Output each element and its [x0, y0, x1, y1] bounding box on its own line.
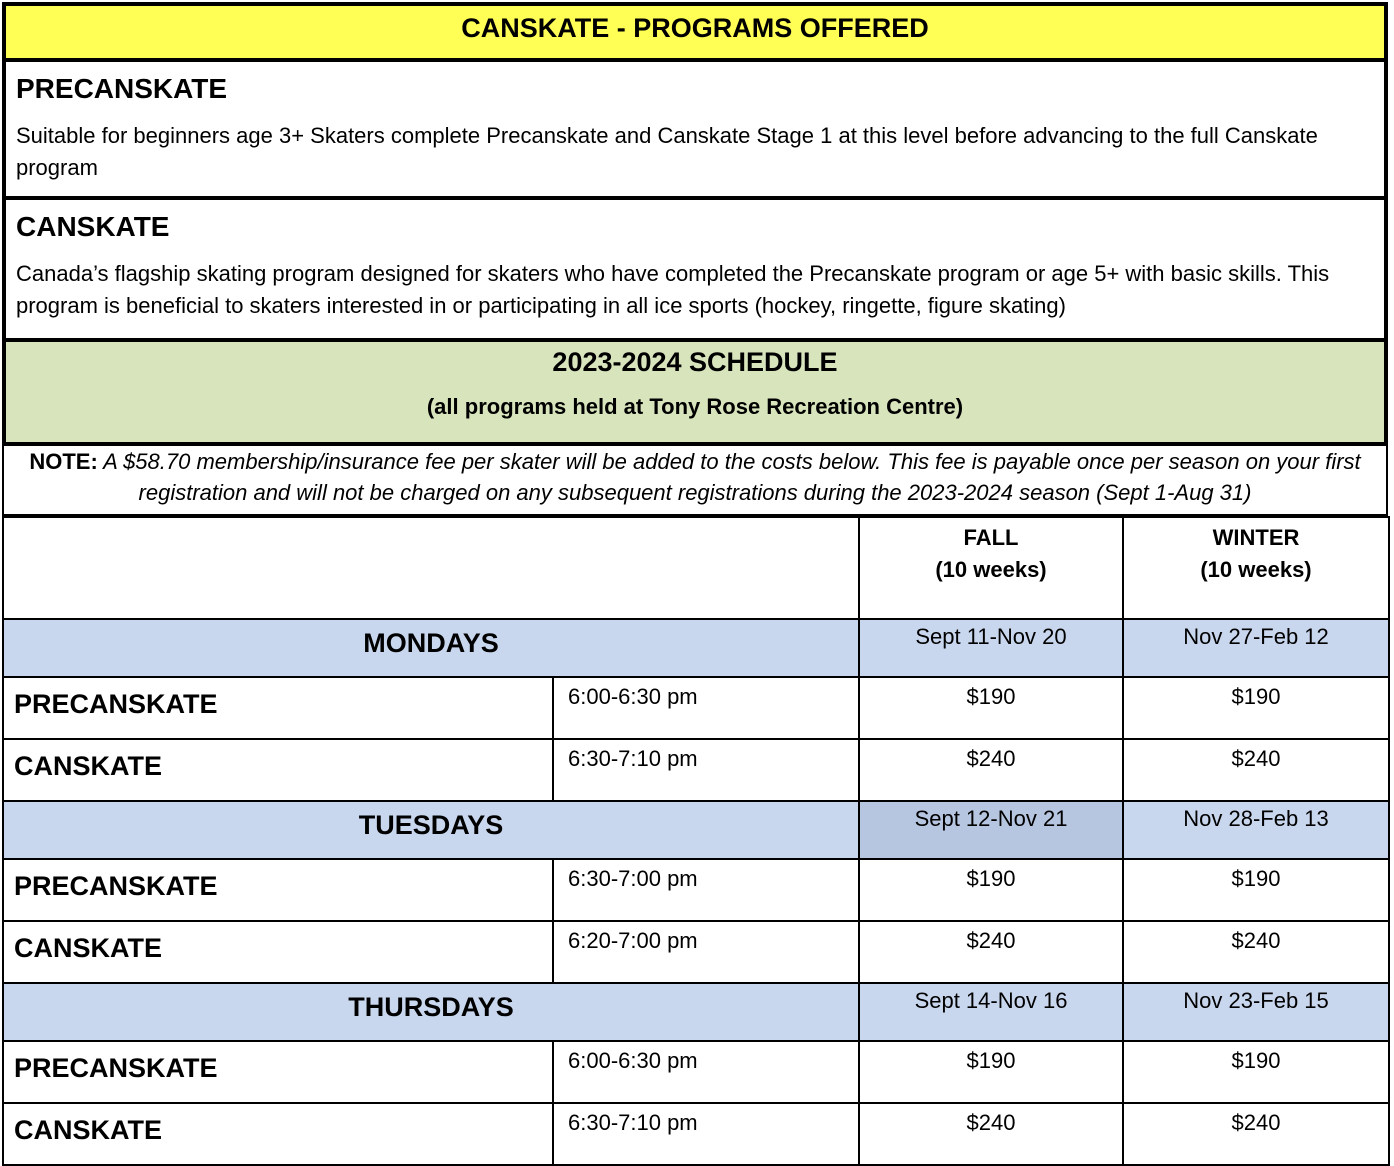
session-time: 6:00-6:30 pm [553, 677, 859, 739]
winter-column-header [1123, 517, 1389, 619]
fall-date-range: Sept 11-Nov 20 [859, 619, 1123, 677]
table-row [3, 921, 1389, 983]
table-row [3, 739, 1389, 801]
winter-price: $240 [1123, 921, 1389, 983]
header-blank-cell [3, 517, 859, 619]
program-heading: PRECANSKATE [16, 73, 228, 104]
note-label: NOTE: [29, 449, 98, 474]
fall-price: $240 [859, 739, 1123, 801]
session-time: 6:00-6:30 pm [553, 1041, 859, 1103]
fall-price: $190 [859, 677, 1123, 739]
program-description-precanskate [2, 62, 1388, 200]
fall-column-header [859, 517, 1123, 619]
day-row-mondays [3, 619, 1389, 677]
fall-date-range: Sept 14-Nov 16 [859, 983, 1123, 1041]
program-name: CANSKATE [3, 739, 553, 801]
table-row [3, 1103, 1389, 1165]
fall-price: $240 [859, 921, 1123, 983]
program-description-canskate [2, 200, 1388, 342]
table-row [3, 677, 1389, 739]
session-time: 6:30-7:00 pm [553, 859, 859, 921]
program-heading: CANSKATE [16, 211, 170, 242]
day-name: TUESDAYS [3, 801, 859, 859]
winter-weeks: (10 weeks) [1200, 557, 1312, 582]
fall-date-range: Sept 12-Nov 21 [859, 801, 1123, 859]
page-title: CANSKATE - PROGRAMS OFFERED [2, 2, 1388, 62]
winter-price: $190 [1123, 677, 1389, 739]
table-header-row [3, 517, 1389, 619]
fall-price: $190 [859, 859, 1123, 921]
program-description: Canada’s flagship skating program designed for skaters who have completed the Precanskate program or age 5+ with basic skills. This program is beneficial to skaters interested in or participating in all ice sports (hockey, ringette, figure skating) [16, 261, 1330, 318]
table-row [3, 1041, 1389, 1103]
day-row-thursdays [3, 983, 1389, 1041]
program-description: Suitable for beginners age 3+ Skaters complete Precanskate and Canskate Stage 1 at this level before advancing to the full Canskate program [16, 123, 1318, 180]
winter-price: $190 [1123, 859, 1389, 921]
winter-date-range: Nov 28-Feb 13 [1123, 801, 1389, 859]
note-text: A $58.70 membership/insurance fee per skater will be added to the costs below. This fee is payable once per season on your first registration and will not be charged on any subsequent registrations during the 2023-2024 season (Sept 1-Aug 31) [97, 449, 1361, 505]
program-name: PRECANSKATE [3, 859, 553, 921]
winter-price: $190 [1123, 1041, 1389, 1103]
program-name: CANSKATE [3, 921, 553, 983]
fall-label: FALL [963, 525, 1019, 550]
program-name: CANSKATE [3, 1103, 553, 1165]
session-time: 6:30-7:10 pm [553, 1103, 859, 1165]
fall-price: $190 [859, 1041, 1123, 1103]
program-name: PRECANSKATE [3, 677, 553, 739]
day-name: MONDAYS [3, 619, 859, 677]
schedule-table [2, 516, 1390, 1166]
table-row [3, 859, 1389, 921]
schedule-header [2, 338, 1388, 446]
session-time: 6:30-7:10 pm [553, 739, 859, 801]
winter-price: $240 [1123, 739, 1389, 801]
fall-weeks: (10 weeks) [935, 557, 1047, 582]
winter-price: $240 [1123, 1103, 1389, 1165]
schedule-subtitle: (all programs held at Tony Rose Recreation Centre) [426, 394, 964, 419]
schedule-title: 2023-2024 SCHEDULE [552, 347, 838, 377]
day-row-tuesdays [3, 801, 1389, 859]
fee-note [2, 446, 1388, 516]
winter-date-range: Nov 23-Feb 15 [1123, 983, 1389, 1041]
program-name: PRECANSKATE [3, 1041, 553, 1103]
session-time: 6:20-7:00 pm [553, 921, 859, 983]
winter-date-range: Nov 27-Feb 12 [1123, 619, 1389, 677]
winter-label: WINTER [1212, 525, 1300, 550]
day-name: THURSDAYS [3, 983, 859, 1041]
fall-price: $240 [859, 1103, 1123, 1165]
schedule-sheet [2, 2, 1388, 1166]
